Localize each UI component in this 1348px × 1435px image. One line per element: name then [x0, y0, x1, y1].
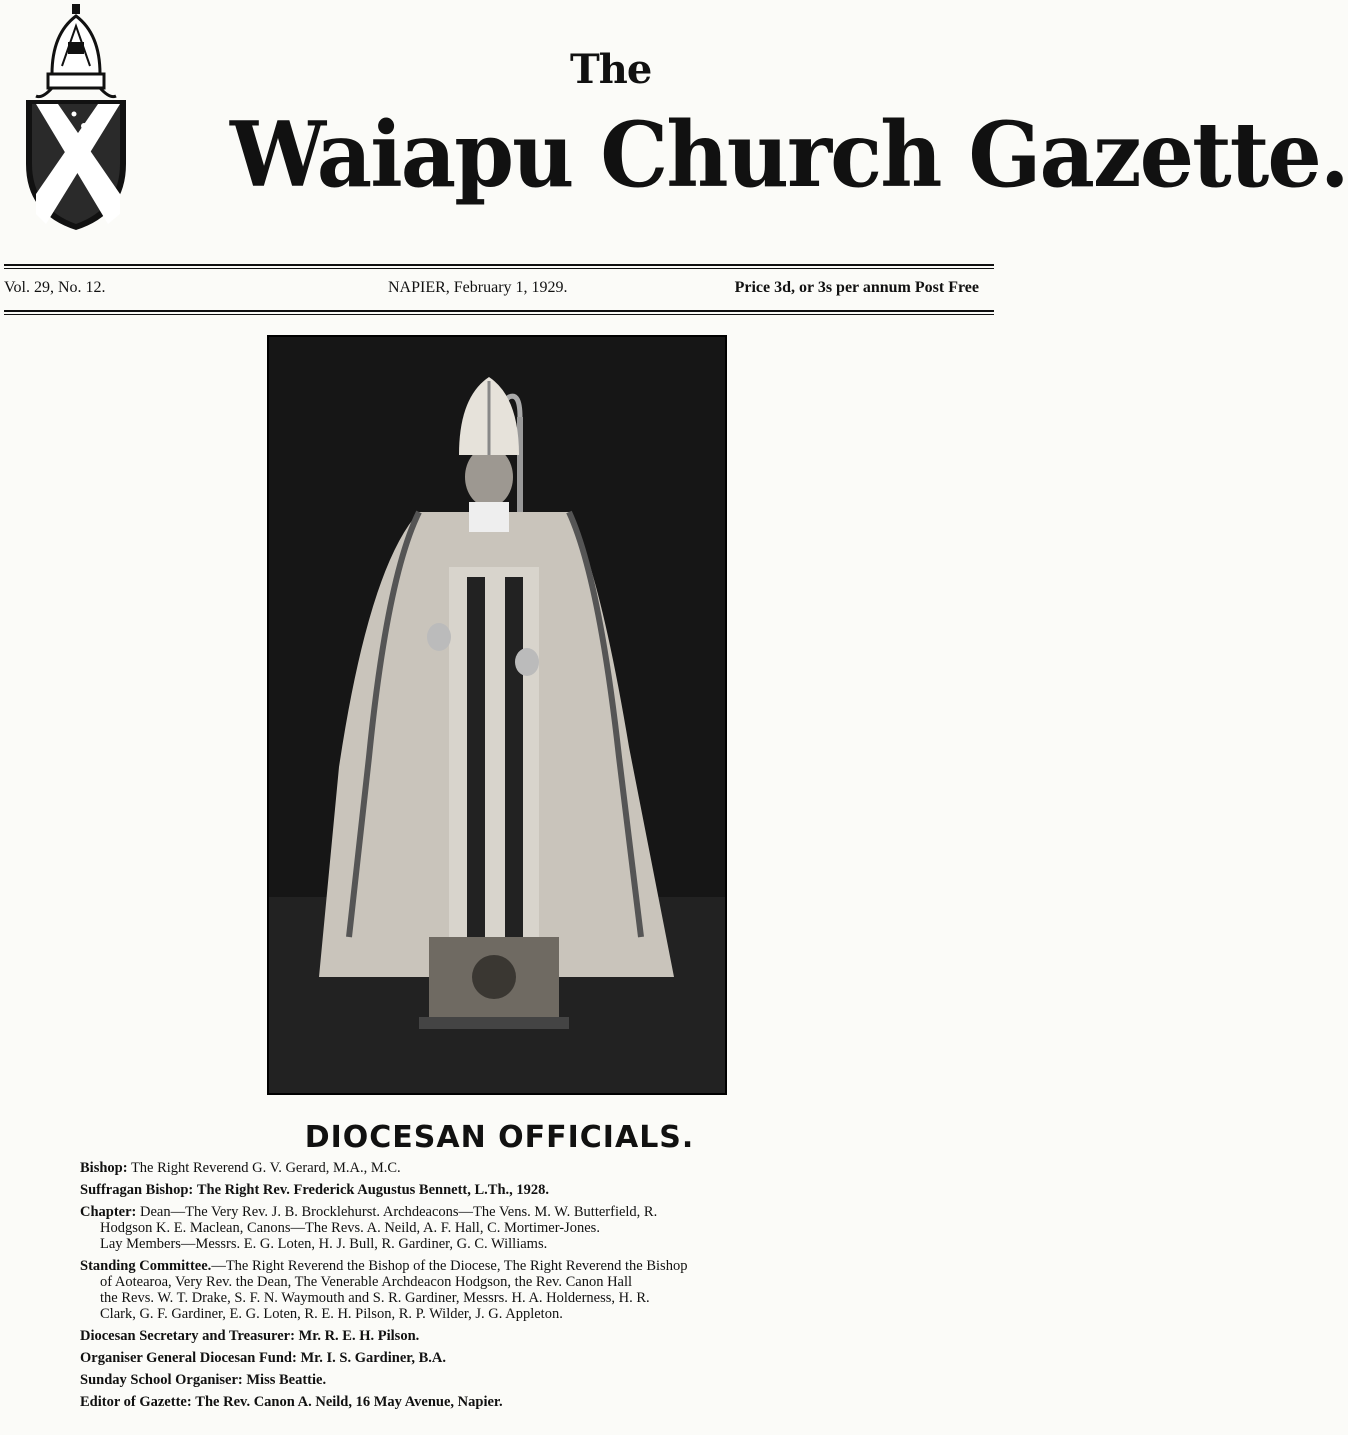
- entry-bishop: [80, 1160, 930, 1176]
- entry-label: Sunday School Organiser:: [80, 1372, 243, 1388]
- entry-text: Dean—The Very Rev. J. B. Brocklehurst. Archdeacons—The Vens. M. W. Butterfield, R.: [140, 1204, 658, 1220]
- entry-text: The Right Rev. Frederick Augustus Bennett, L.Th., 1928.: [196, 1182, 550, 1198]
- issue-place-date: NAPIER, February 1, 1929.: [388, 279, 568, 296]
- entry-text: Mr. I. S. Gardiner, B.A.: [300, 1350, 447, 1366]
- entry-standing-committee: [80, 1258, 930, 1322]
- entry-label: Editor of Gazette:: [80, 1394, 192, 1410]
- entry-text: —The Right Reverend the Bishop of the Diocese, The Right Reverend the Bishop: [211, 1258, 688, 1274]
- entry-secretary: [80, 1328, 930, 1344]
- entry-label: Organiser General Diocesan Fund:: [80, 1350, 297, 1366]
- entry-label: Diocesan Secretary and Treasurer:: [80, 1328, 295, 1344]
- entry-text-cont: Hodgson K. E. Maclean, Canons—The Revs. A. Neild, A. F. Hall, C. Mortimer-Jones.: [100, 1220, 600, 1236]
- officials-list: [80, 1160, 930, 1416]
- volume-number: Vol. 29, No. 12.: [4, 279, 106, 296]
- issue-info-row: [0, 279, 999, 303]
- entry-label: Chapter:: [80, 1204, 137, 1220]
- entry-label: Standing Committee.: [80, 1258, 212, 1274]
- masthead-rule-top: [4, 264, 994, 266]
- info-rule-bottom-thin: [4, 314, 994, 315]
- entry-text-cont: Clark, G. F. Gardiner, E. G. Loten, R. E. H. Pilson, R. P. Wilder, J. G. Appleton.: [100, 1306, 563, 1322]
- bishop-photograph: [267, 335, 727, 1095]
- masthead: [0, 0, 1348, 260]
- entry-organiser-fund: [80, 1350, 930, 1366]
- masthead-the: The: [570, 46, 652, 93]
- entry-text: Miss Beattie.: [246, 1372, 327, 1388]
- entry-label: Bishop:: [80, 1160, 128, 1176]
- entry-text: Mr. R. E. H. Pilson.: [298, 1328, 420, 1344]
- masthead-rule-thin: [4, 268, 994, 269]
- entry-text: The Rev. Canon A. Neild, 16 May Avenue, Napier.: [195, 1394, 503, 1410]
- officials-heading: DIOCESAN OFFICIALS.: [304, 1120, 695, 1155]
- entry-label: Suffragan Bishop:: [80, 1182, 194, 1198]
- entry-sunday-school: [80, 1372, 930, 1388]
- info-rule-bottom: [4, 310, 994, 312]
- bishop-figure-icon: [269, 337, 725, 1093]
- entry-text-cont: Lay Members—Messrs. E. G. Loten, H. J. Bull, R. Gardiner, G. C. Williams.: [100, 1236, 548, 1252]
- entry-text: The Right Reverend G. V. Gerard, M.A., M.C.: [130, 1160, 401, 1176]
- entry-text-cont: of Aotearoa, Very Rev. the Dean, The Venerable Archdeacon Hodgson, the Rev. Canon Hall: [100, 1274, 633, 1290]
- issue-price: Price 3d, or 3s per annum Post Free: [734, 279, 979, 296]
- entry-suffragan-bishop: [80, 1182, 930, 1198]
- masthead-title: Waiapu Church Gazette.: [230, 102, 1348, 208]
- entry-editor: [80, 1394, 930, 1410]
- entry-text-cont: the Revs. W. T. Drake, S. F. N. Waymouth and S. R. Gardiner, Messrs. H. A. Holderness, H. R.: [100, 1290, 650, 1306]
- entry-chapter: [80, 1204, 930, 1252]
- diocesan-crest-icon: [22, 4, 130, 234]
